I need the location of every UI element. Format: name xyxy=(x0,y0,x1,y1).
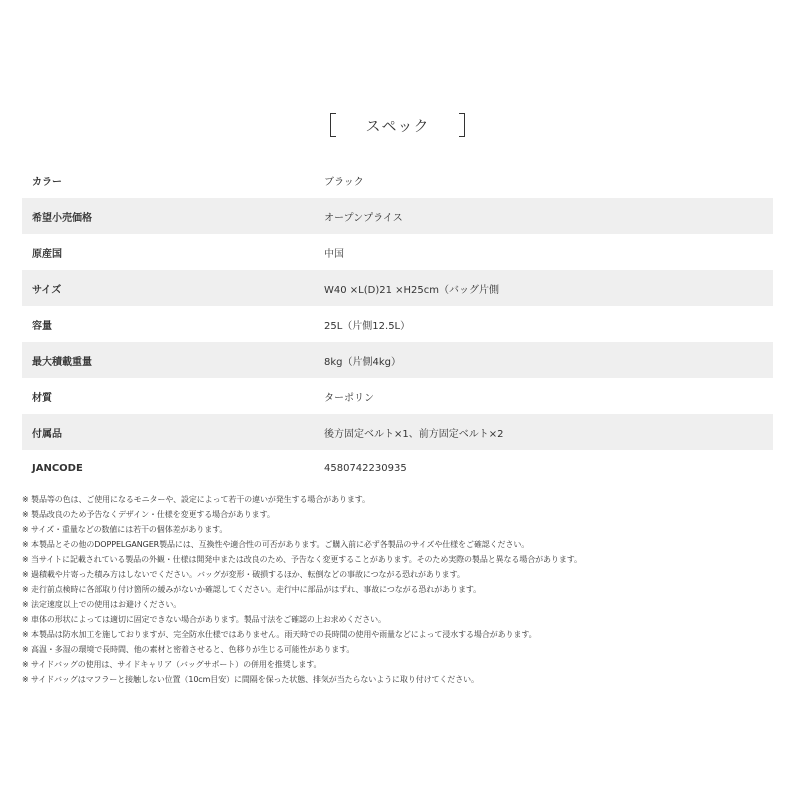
page-title: スペック xyxy=(365,117,430,135)
note-item: ※ サイズ・重量などの数値には若干の個体差があります。 xyxy=(22,525,228,534)
spec-label: 材質 xyxy=(32,392,52,404)
spec-value: ブラック xyxy=(324,176,364,188)
spec-label: カラー xyxy=(32,176,62,188)
spec-label: サイズ xyxy=(32,284,62,296)
note-item: ※ 高温・多湿の環境で長時間、他の素材と密着させると、色移りが生じる可能性があります。 xyxy=(22,645,355,654)
spec-row-material xyxy=(22,378,773,414)
note-item: ※ 当サイトに記載されている製品の外観・仕様は開発中または改良のため、予告なく変更することがあります。そのため実際の製品と異なる場合があります。 xyxy=(22,555,582,564)
spec-label: 原産国 xyxy=(32,248,62,260)
spec-value: 後方固定ベルト×1、前方固定ベルト×2 xyxy=(324,428,504,440)
spec-value: 4580742230935 xyxy=(324,462,407,474)
note-item: ※ 法定速度以上での使用はお避けください。 xyxy=(22,600,182,609)
spec-row-price xyxy=(22,198,773,234)
note-item: ※ 本製品とその他のDOPPELGANGER製品には、互換性や適合性の可否があります。ご購入前に必ず各製品のサイズや仕様をご確認ください。 xyxy=(22,540,530,549)
spec-row-jancode xyxy=(22,450,773,486)
note-item: ※ 製品改良のため予告なくデザイン・仕様を変更する場合があります。 xyxy=(22,510,275,519)
spec-value: W40 ×L(D)21 ×H25cm（バッグ片側 xyxy=(324,284,500,296)
spec-label: 容量 xyxy=(32,320,52,332)
note-item: ※ 過積載や片寄った積み方はしないでください。バッグが変形・破損するほか、転倒などの事故につながる恐れがあります。 xyxy=(22,570,465,579)
spec-row-accessories xyxy=(22,414,773,450)
spec-value: 中国 xyxy=(324,248,344,260)
spec-table xyxy=(22,162,773,486)
spec-label: 最大積載重量 xyxy=(32,356,92,368)
spec-row-size xyxy=(22,270,773,306)
spec-value: オープンプライス xyxy=(324,212,403,224)
spec-row-origin xyxy=(22,234,773,270)
notes-list xyxy=(22,492,782,687)
spec-label: JANCODE xyxy=(32,462,83,474)
note-item: ※ 走行前点検時に各部取り付け箇所の緩みがないか確認してください。走行中に部品がはずれ、事故につながる恐れがあります。 xyxy=(22,585,482,594)
note-item: ※ 本製品は防水加工を施しておりますが、完全防水仕様ではありません。雨天時での長時間の使用や雨量などによって浸水する場合があります。 xyxy=(22,630,537,639)
section-heading xyxy=(330,113,465,137)
spec-label: 希望小売価格 xyxy=(32,212,92,224)
right-bracket xyxy=(459,113,465,137)
note-item: ※ サイドバッグの使用は、サイドキャリア（バッグサポート）の併用を推奨します。 xyxy=(22,660,322,669)
note-item: ※ 製品等の色は、ご使用になるモニターや、設定によって若干の違いが発生する場合があります。 xyxy=(22,495,370,504)
spec-value: 8kg（片側4kg） xyxy=(324,356,402,368)
spec-row-color xyxy=(22,162,773,198)
spec-label: 付属品 xyxy=(32,428,62,440)
spec-row-max-load xyxy=(22,342,773,378)
spec-value: 25L（片側12.5L） xyxy=(324,320,411,332)
spec-value: ターポリン xyxy=(324,392,374,404)
note-item: ※ サイドバッグはマフラーと接触しない位置（10cm目安）に間隔を保った状態、排気が当たらないように取り付けてください。 xyxy=(22,675,479,684)
spec-row-capacity xyxy=(22,306,773,342)
note-item: ※ 車体の形状によっては適切に固定できない場合があります。製品寸法をご確認の上お求めください。 xyxy=(22,615,386,624)
